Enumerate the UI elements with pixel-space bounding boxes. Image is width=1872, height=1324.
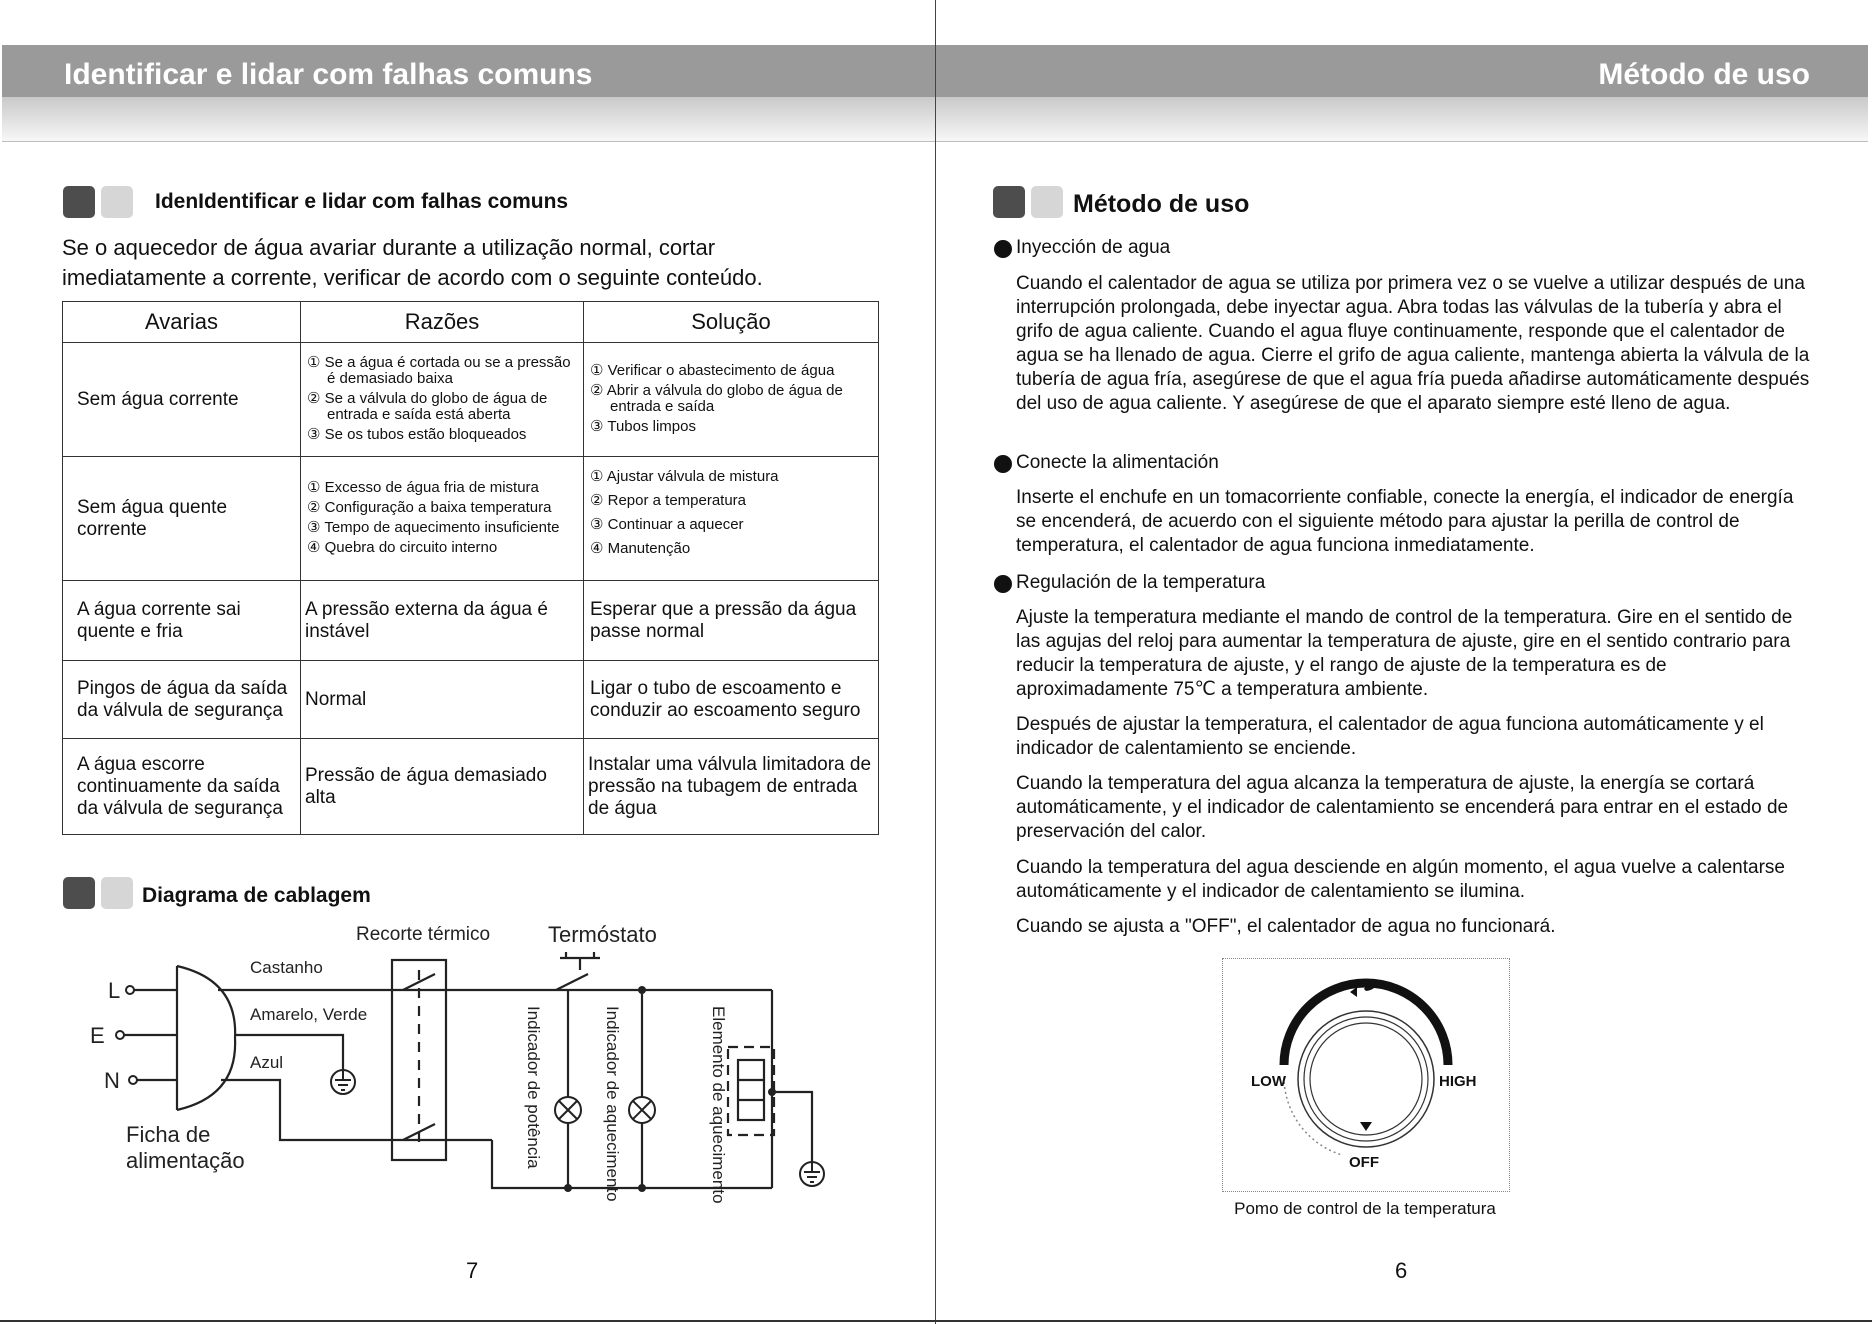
bullet-heading: Inyección de agua [1016, 237, 1171, 258]
solution-item: ③ Tubos limpos [590, 417, 696, 435]
book-spine [935, 0, 936, 1324]
paragraph: Cuando se ajusta a "OFF", el calentador de agua no funcionará. [1016, 916, 1556, 937]
right-header-band [936, 45, 1868, 97]
section-marker-light [101, 186, 133, 218]
label-heating-element: Elemento de aquecimento [709, 1006, 728, 1204]
fault-cell: A água escorre continuamente da saída da válvula de segurança [63, 739, 301, 835]
label-n: N [104, 1068, 120, 1093]
table-header-row [63, 302, 879, 343]
label-plug-line2: alimentação [126, 1148, 245, 1173]
temperature-knob [1223, 959, 1509, 1191]
right-header-divider [936, 141, 1868, 142]
plug-body [177, 966, 235, 1110]
bullet-dot [994, 240, 1012, 258]
table-row [63, 661, 879, 739]
knob-pointer-icon [1360, 1122, 1372, 1131]
terminal-l [126, 986, 134, 994]
paragraph: Cuando la temperatura del agua alcanza la temperatura de ajuste, la energía se cortará automáticamente, y el indicador de calentamiento se encenderá para entrar en el estado de preservación del calor. [1016, 773, 1789, 842]
reason-item: ② Configuração a baixa temperatura [307, 498, 552, 516]
bullet-dot [994, 455, 1012, 473]
solution-cell: Ligar o tubo de escoamento e conduzir ao escoamento seguro [584, 661, 879, 739]
section-title-wiring: Diagrama de cablagem [142, 884, 371, 907]
heating-element-body [738, 1060, 764, 1120]
knob-low-label: LOW [1251, 1073, 1286, 1090]
label-brown-wire: Castanho [250, 958, 323, 977]
left-header-divider [2, 141, 936, 142]
label-yellow-green-wire: Amarelo, Verde [250, 1005, 368, 1024]
right-header-gradient [936, 97, 1868, 141]
page-bottom-border [0, 1320, 1872, 1322]
reasons-cell [301, 457, 584, 581]
thermostat-symbol [560, 952, 600, 970]
solution-item: ② Repor a temperatura [590, 492, 747, 509]
knob-dial [1310, 1023, 1422, 1135]
label-e: E [90, 1023, 105, 1048]
page-number-left: 7 [466, 1258, 479, 1283]
terminal-n [129, 1076, 137, 1084]
temperature-knob-figure [1222, 958, 1510, 1192]
reason-item: ③ Tempo de aquecimento insuficiente [307, 518, 560, 536]
fault-cell: Sem água corrente [63, 343, 301, 457]
right-header-title: Método de uso [1598, 58, 1810, 91]
fault-cell: Sem água quente corrente [63, 457, 301, 581]
wire-blue [221, 1080, 492, 1140]
fault-cell: Pingos de água da saída da válvula de segurança [63, 661, 301, 739]
reason-cell: Normal [301, 661, 584, 739]
solutions-cell [584, 457, 879, 581]
paragraph: Inserte el enchufe en un tomacorriente confiable, conecte la energía, el indicador de energía se encenderá, de acuerdo con el siguiente método para ajustar la perilla de control de temperatura, el calentador de agua funciona inmediatamente. [1016, 487, 1794, 556]
label-thermal-cutout: Recorte térmico [356, 924, 491, 945]
table-row [63, 739, 879, 835]
solution-item: ① Ajustar válvula de mistura [590, 468, 779, 485]
solution-cell: Esperar que a pressão da água passe normal [584, 581, 879, 661]
solution-item: ③ Continuar a aquecer [590, 516, 744, 533]
header-reasons: Razões [301, 302, 584, 343]
label-thermostat: Termóstato [548, 922, 657, 947]
paragraph: Después de ajustar la temperatura, el calentador de agua funciona automáticamente y el indicador de calentamiento se enciende. [1016, 714, 1764, 759]
solution-item: ① Verificar o abastecimento de água [590, 361, 835, 379]
intro-line-1: Se o aquecedor de água avariar durante a utilização normal, cortar [62, 235, 716, 260]
intro-text [62, 233, 842, 293]
header-solution: Solução [584, 302, 879, 343]
terminal-e [116, 1031, 124, 1039]
section-title-usage: Método de uso [1073, 190, 1250, 218]
fault-cell: A água corrente sai quente e fria [63, 581, 301, 661]
section-marker-dark [63, 877, 95, 909]
bullet-heading: Regulación de la temperatura [1016, 572, 1266, 593]
knob-off-arc [1284, 1077, 1342, 1155]
bullet-dot [994, 575, 1012, 593]
reason-item: ① Se a água é cortada ou se a pressão é demasiado baixa [307, 353, 571, 387]
table-row [63, 343, 879, 457]
faults-table [62, 301, 879, 835]
left-header-title: Identificar e lidar com falhas comuns [64, 58, 593, 91]
left-header-gradient [2, 97, 936, 141]
solution-cell: Instalar uma válvula limitadora de pressão na tubagem de entrada de água [584, 739, 879, 835]
reason-item: ③ Se os tubos estão bloqueados [307, 425, 527, 443]
reasons-cell [301, 343, 584, 457]
intro-line-2: imediatamente a corrente, verificar de acordo com o seguinte conteúdo. [62, 265, 763, 290]
section-marker-light [101, 877, 133, 909]
bullet-heading: Conecte la alimentación [1016, 452, 1219, 473]
knob-high-label: HIGH [1439, 1073, 1477, 1090]
reason-cell: A pressão externa da água é instável [301, 581, 584, 661]
solution-item: ④ Manutenção [590, 540, 691, 557]
page-number-right: 6 [1395, 1258, 1408, 1283]
reason-item: ④ Quebra do circuito interno [307, 538, 498, 556]
reason-item: ① Excesso de água fria de mistura [307, 478, 539, 496]
label-blue-wire: Azul [250, 1053, 284, 1072]
solutions-cell [584, 343, 879, 457]
section-marker-dark [993, 186, 1025, 218]
wire-element-ground [772, 1092, 812, 1162]
table-row [63, 581, 879, 661]
header-faults: Avarias [63, 302, 301, 343]
reason-item: ② Se a válvula do globo de água de entrada e saída está aberta [307, 389, 548, 423]
paragraph: Ajuste la temperatura mediante el mando de control de la temperatura. Gire en el sentido de las agujas del reloj para aumentar la temperatura de ajuste, gire en el sentido contrario para reducir la temperatura de ajuste, y el rango de ajuste de la temperatura es de aproximadamente 75℃ a temperatura ambiente. [1016, 607, 1793, 700]
section-marker-light [1031, 186, 1063, 218]
section-title-faults: IdenIdentificar e lidar com falhas comuns [155, 190, 569, 213]
knob-caption: Pomo de control de la temperatura [1234, 1199, 1496, 1218]
label-heating-indicator: Indicador de aquecimento [603, 1006, 622, 1202]
label-plug-line1: Ficha de [126, 1122, 211, 1147]
section-marker-dark [63, 186, 95, 218]
knob-off-label: OFF [1349, 1154, 1379, 1171]
thermostat-switch [556, 974, 588, 990]
paragraph: Cuando la temperatura del agua desciende en algún momento, el agua vuelve a calentarse automáticamente y el indicador de calentamiento se ilumina. [1016, 857, 1785, 902]
left-header-band [2, 45, 936, 97]
label-l: L [108, 978, 121, 1003]
paragraph: Cuando el calentador de agua se utiliza por primera vez o se vuelve a utilizar después de una interrupción prolongada, debe inyectar agua. Abra todas las válvulas de la tubería y abra el grifo de agua caliente. Cuando el agua fluye continuamente, responde que el calentador de agua se ha llenado de agua. Cierre el grifo de agua caliente, mantenga abierta la válvula de la tubería de agua fría, asegúrese de que el agua fría pueda añadirse automáticamente después del uso de agua caliente. Y asegúrese de que el aparato siempre esté lleno de agua. [1016, 273, 1810, 414]
wiring-diagram [60, 910, 880, 1240]
table-row [63, 457, 879, 581]
knob-range-arc [1284, 983, 1448, 1065]
label-power-indicator: Indicador de potência [524, 1006, 543, 1169]
reason-cell: Pressão de água demasiado alta [301, 739, 584, 835]
solution-item: ② Abrir a válvula do globo de água de entrada e saída [590, 381, 843, 415]
